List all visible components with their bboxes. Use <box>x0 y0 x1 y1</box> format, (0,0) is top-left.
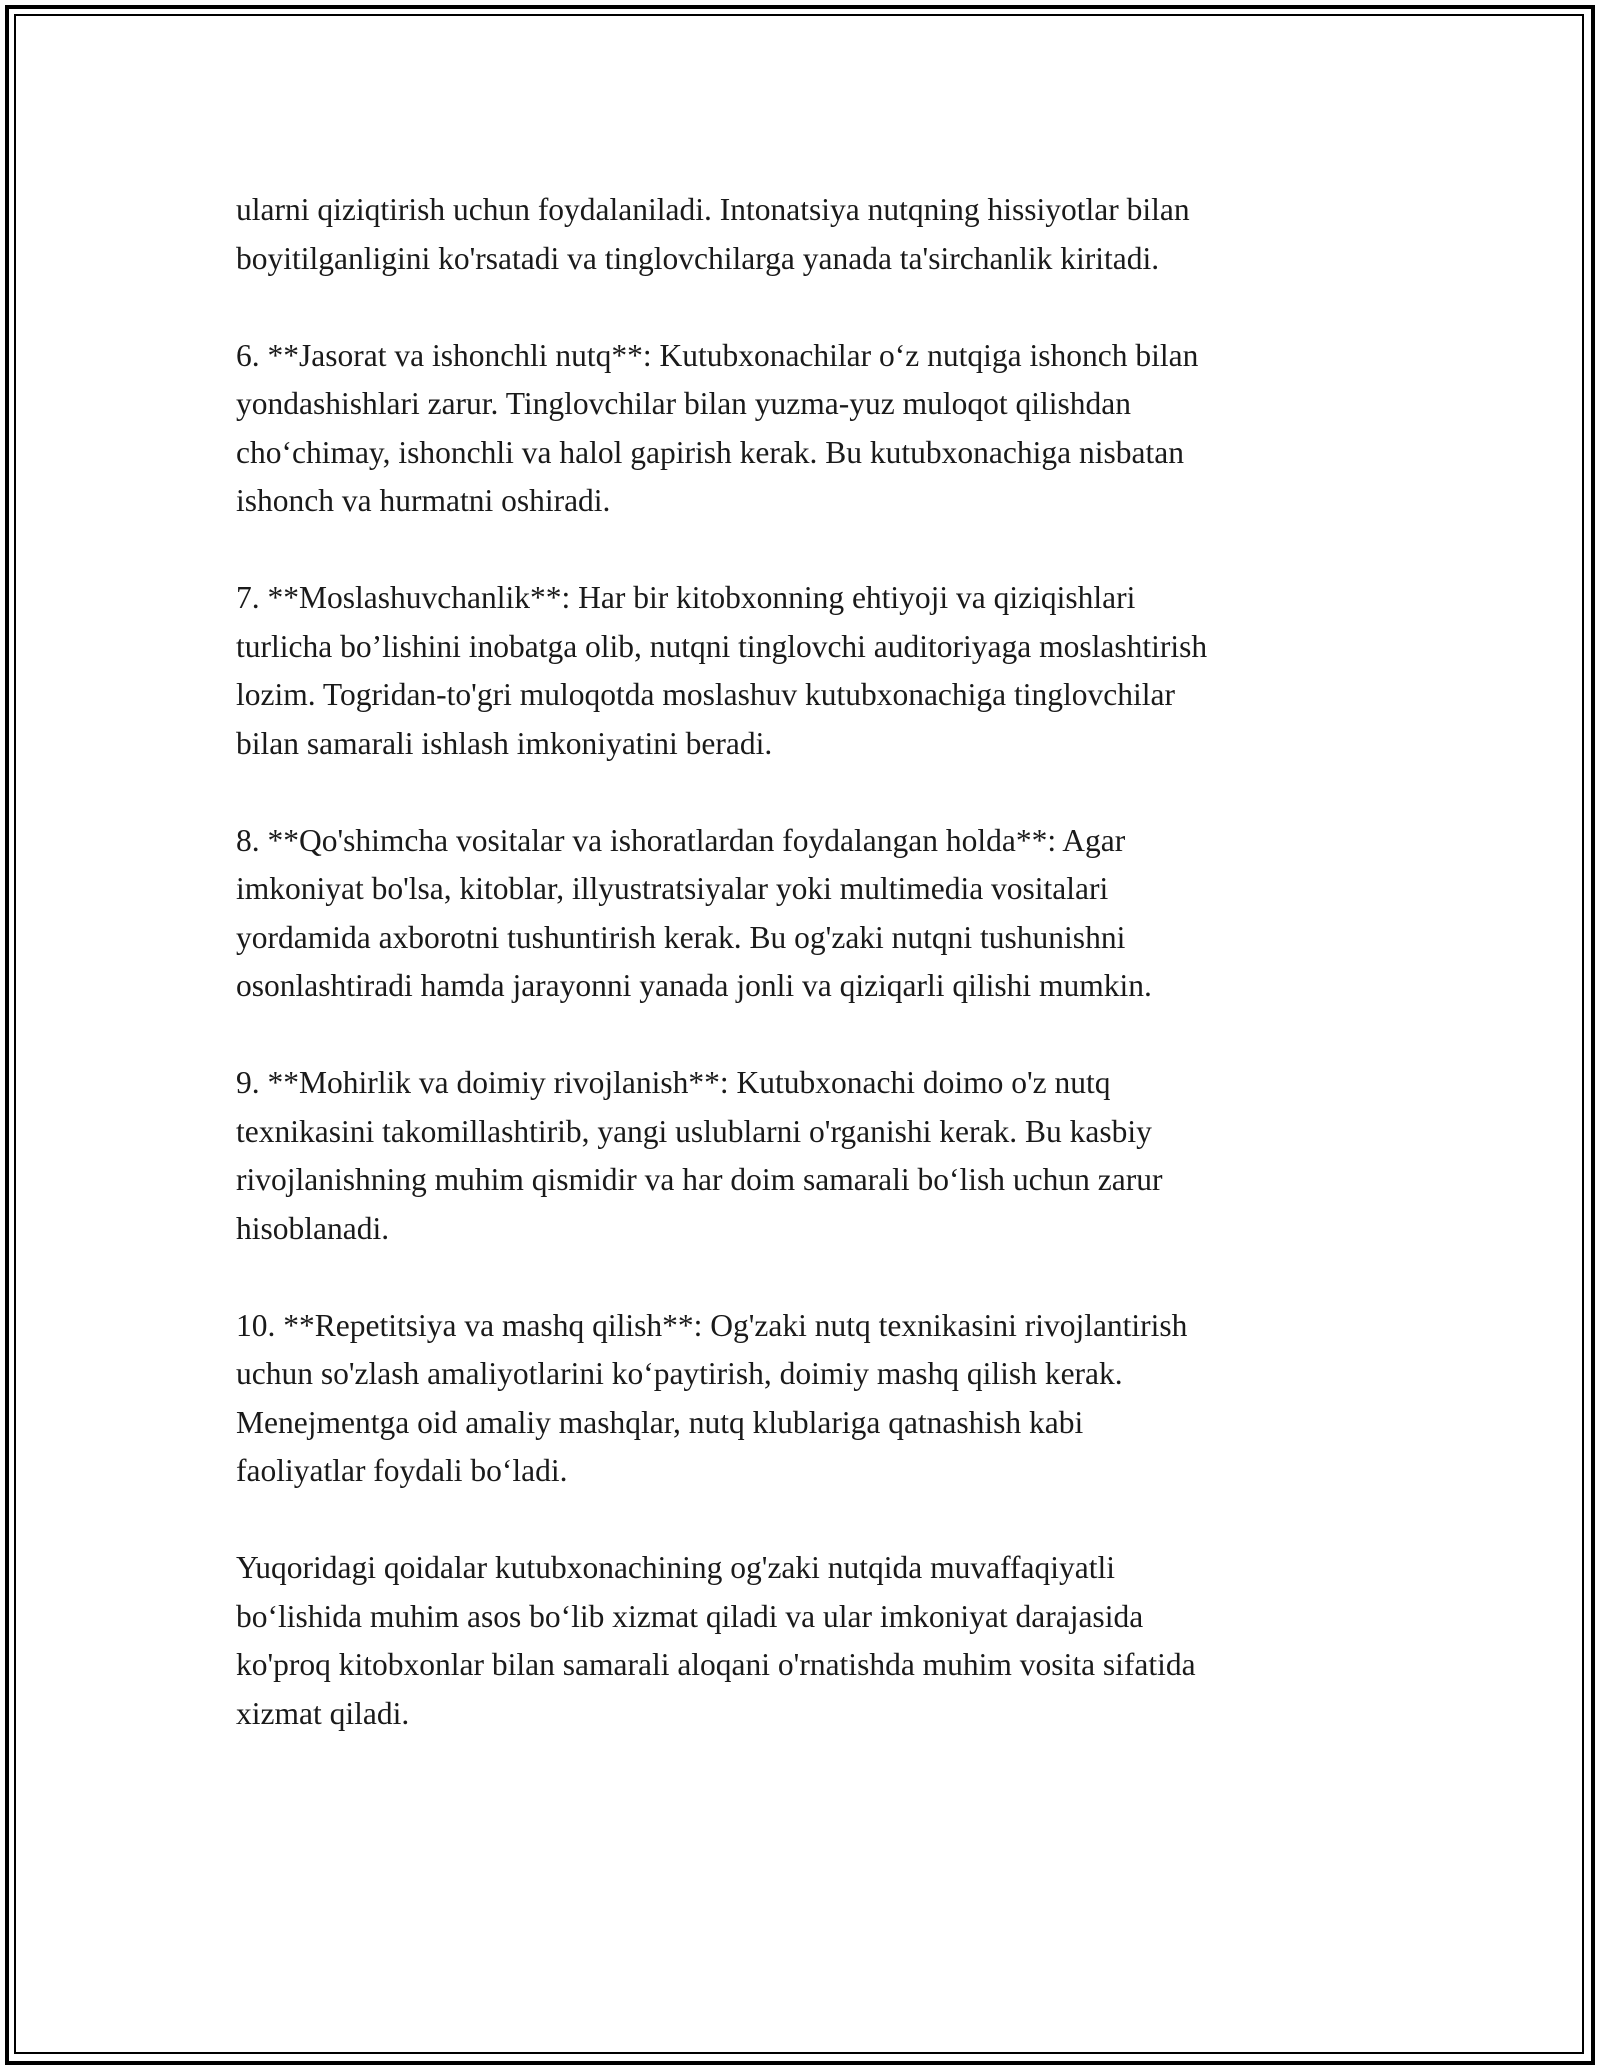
text-line: faoliyatlar foydali bo‘ladi. <box>236 1453 568 1488</box>
paragraph-intonation-continuation <box>236 186 1386 283</box>
text-line: 7. **Moslashuvchanlik**: Har bir kitobxonning ehtiyoji va qiziqishlari <box>236 580 1136 615</box>
paragraph-item-10 <box>236 1302 1386 1496</box>
text-line: Menejmentga oid amaliy mashqlar, nutq klublariga qatnashish kabi <box>236 1404 1084 1440</box>
text-line: Yuqoridagi qoidalar kutubxonachining og'zaki nutqida muvaffaqiyatli <box>236 1550 1116 1585</box>
text-line: ularni qiziqtirish uchun foydalaniladi. Intonatsiya nutqning hissiyotlar bilan <box>236 192 1190 227</box>
text-line: rivojlanishning muhim qismidir va har doim samarali bo‘lish uchun zarur <box>236 1162 1163 1197</box>
text-line: bo‘lishida muhim asos bo‘lib xizmat qiladi va ular imkoniyat darajasida <box>236 1598 1144 1634</box>
text-line: 9. **Mohirlik va doimiy rivojlanish**: Kutubxonachi doimo o'z nutq <box>236 1065 1111 1100</box>
text-line: cho‘chimay, ishonchli va halol gapirish kerak. Bu kutubxonachiga nisbatan <box>236 434 1184 470</box>
text-line: osonlashtiradi hamda jarayonni yanada jonli va qiziqarli qilishi mumkin. <box>236 968 1152 1003</box>
text-line: lozim. Togridan-to'gri muloqotda moslashuv kutubxonachiga tinglovchilar <box>236 677 1175 712</box>
text-line: 10. **Repetitsiya va mashq qilish**: Og'zaki nutq texnikasini rivojlantirish <box>236 1307 1188 1343</box>
paragraph-item-9 <box>236 1059 1386 1253</box>
text-line: yordamida axborotni tushuntirish kerak. Bu og'zaki nutqni tushunishni <box>236 919 1126 955</box>
text-line: 8. **Qo'shimcha vositalar va ishoratlardan foydalangan holda**: Agar <box>236 822 1126 858</box>
text-line: boyitilganligini ko'rsatadi va tinglovchilarga yanada ta'sirchanlik kiritadi. <box>236 240 1160 276</box>
paragraph-item-8 <box>236 817 1386 1011</box>
text-line: turlicha bo’lishini inobatga olib, nutqni tinglovchi auditoriyaga moslashtirish <box>236 628 1208 664</box>
text-line: bilan samarali ishlash imkoniyatini beradi. <box>236 725 773 761</box>
text-line: imkoniyat bo'lsa, kitoblar, illyustratsiyalar yoki multimedia vositalari <box>236 871 1109 906</box>
text-line: ko'proq kitobxonlar bilan samarali aloqani o'rnatishda muhim vosita sifatida <box>236 1647 1196 1682</box>
text-line: yondashishlari zarur. Tinglovchilar bilan yuzma-yuz muloqot qilishdan <box>236 386 1131 421</box>
text-line: texnikasini takomillashtirib, yangi uslublarni o'rganishi kerak. Bu kasbiy <box>236 1113 1152 1149</box>
text-line: hisoblanadi. <box>236 1210 390 1246</box>
document-body <box>236 186 1386 1787</box>
text-line: ishonch va hurmatni oshiradi. <box>236 483 611 518</box>
text-line: xizmat qiladi. <box>236 1695 410 1731</box>
text-line: 6. **Jasorat va ishonchli nutq**: Kutubxonachilar o‘z nutqiga ishonch bilan <box>236 337 1199 373</box>
text-line: uchun so'zlash amaliyotlarini ko‘paytirish, doimiy mashq qilish kerak. <box>236 1356 1123 1391</box>
paragraph-item-6 <box>236 332 1386 526</box>
paragraph-conclusion <box>236 1544 1386 1738</box>
paragraph-item-7 <box>236 574 1386 768</box>
